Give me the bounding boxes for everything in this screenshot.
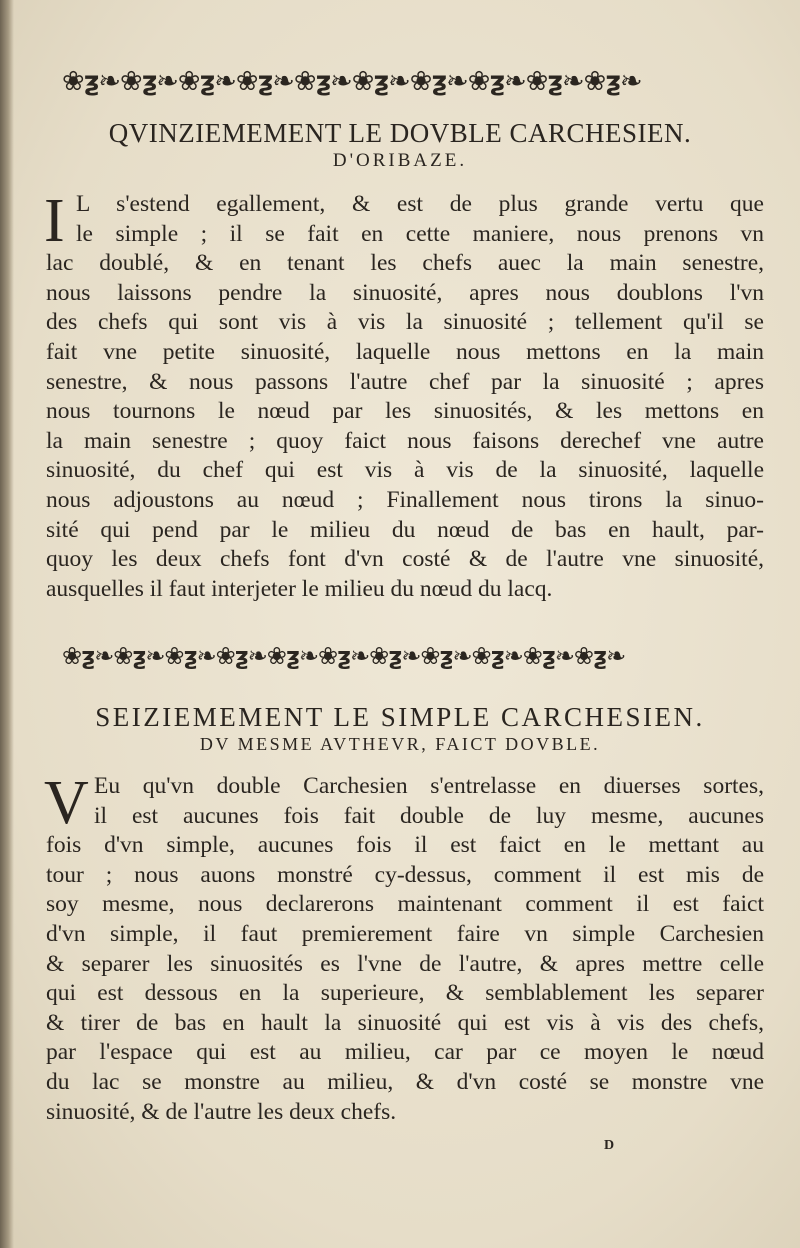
section1-title: QVINZIEMEMENT LE DOVBLE CARCHESIEN. — [108, 118, 692, 148]
section2-dropcap: V — [44, 769, 89, 837]
text-line: tour ; nous auons monstré cy-dessus, comment il est mis de — [46, 861, 764, 888]
section1-paragraph — [44, 187, 764, 604]
text-line: nous tournons le nœud par les sinuosités, & les mettons en — [46, 398, 764, 425]
text-line: sinuosité, & de l'autre les deux chefs. — [46, 1098, 397, 1125]
section1-subtitle: D'ORIBAZE. — [332, 150, 468, 171]
section2-paragraph — [44, 769, 764, 1127]
text-line: lac doublé, & en tenant les chefs auec la main senestre, — [46, 250, 764, 277]
text-line: ausquelles il faut interjeter le milieu du nœud du lacq. — [46, 575, 553, 602]
text-line: fait vne petite sinuosité, laquelle nous mettons en la main — [46, 338, 764, 365]
text-line: par l'espace qui est au milieu, car par ce moyen le nœud — [46, 1039, 764, 1066]
text-line: & separer les sinuosités es l'vne de l'autre, & apres mettre celle — [46, 950, 764, 977]
text-line: la main senestre ; quoy faict nous faisons derechef vne autre — [46, 427, 764, 454]
text-line: fois d'vn simple, aucunes fois il est faict en le mettant au — [46, 832, 764, 859]
text-line: & tirer de bas en hault la sinuosité qui est vis à vis des chefs, — [46, 1009, 764, 1036]
text-line: nous laissons pendre la sinuosité, apres nous doublons l'vn — [46, 279, 764, 306]
catchword: D — [604, 1138, 615, 1153]
text-line: soy mesme, nous declarerons maintenant comment il est faict — [46, 891, 764, 918]
section2-title: SEIZIEMEMENT LE SIMPLE CARCHESIEN. — [95, 702, 705, 732]
text-line: du lac se monstre au milieu, & d'vn costé se monstre vne — [46, 1068, 764, 1095]
text-line: quoy les deux chefs font d'vn costé & de l'autre vne sinuosité, — [46, 546, 764, 573]
text-line: senestre, & nous passons l'autre chef par la sinuosité ; apres — [46, 368, 764, 395]
text-line: sinuosité, du chef qui est vis à vis de la sinuosité, laquelle — [46, 457, 764, 484]
text-line: Eu qu'vn double Carchesien s'entrelasse en diuerses sortes, — [94, 773, 764, 799]
text-line: le simple ; il se fait en cette maniere, nous prenons vn — [76, 220, 764, 247]
text-line: qui est dessous en la superieure, & semblablement les separer — [46, 980, 764, 1007]
section2-subtitle: DV MESME AVTHEVR, FAICT DOVBLE. — [199, 734, 601, 754]
book-spine-shadow — [0, 0, 14, 1248]
text-line: d'vn simple, il faut premierement faire vn simple Carchesien — [46, 920, 764, 947]
ornament-band-top: ❀ƺ❧❀ƺ❧❀ƺ❧❀ƺ❧❀ƺ❧❀ƺ❧❀ƺ❧❀ƺ❧❀ƺ❧❀ƺ❧ — [62, 66, 642, 97]
text-line: nous adjoustons au nœud ; Finallement nous tirons la sinuo- — [46, 486, 764, 513]
text-line: L s'estend egallement, & est de plus grande vertu que — [76, 191, 764, 217]
text-line: sité qui pend par le milieu du nœud de bas en hault, par- — [46, 516, 764, 543]
text-line: des chefs qui sont vis à vis la sinuosité ; tellement qu'il se — [46, 309, 764, 336]
ornament-band-middle: ❀ƺ❧❀ƺ❧❀ƺ❧❀ƺ❧❀ƺ❧❀ƺ❧❀ƺ❧❀ƺ❧❀ƺ❧❀ƺ❧❀ƺ❧ — [62, 642, 626, 670]
text-line: il est aucunes fois fait double de luy mesme, aucunes — [94, 802, 764, 829]
section1-dropcap: I — [44, 187, 65, 255]
